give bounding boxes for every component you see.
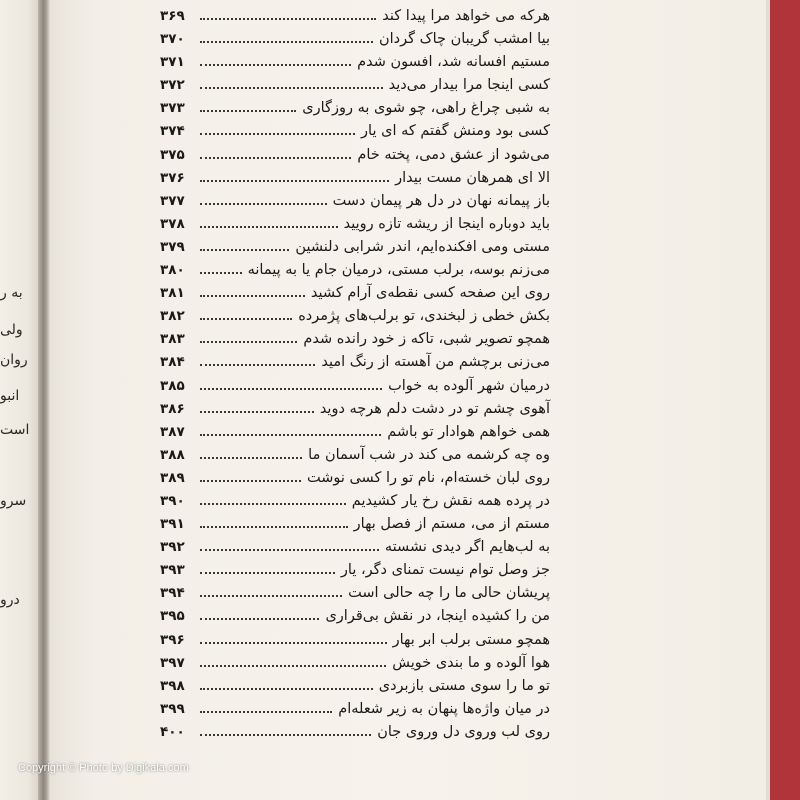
toc-entry-title: آهوی چشم تو در دشت دلم هرچه دوید — [319, 400, 550, 417]
toc-entry — [160, 608, 550, 631]
toc-entry — [160, 123, 550, 146]
toc-page-number: ۳۸۱ — [160, 285, 185, 302]
dot-leader — [200, 341, 297, 343]
toc-entry — [160, 701, 550, 724]
dot-leader — [200, 133, 355, 135]
toc-entry-title: تو ما را سوی مستی بازبردی — [378, 677, 550, 694]
dot-leader — [200, 41, 373, 43]
dot-leader — [200, 180, 389, 182]
toc-entry-title: درمیان شهر آلوده به خواب — [388, 377, 550, 394]
toc-entry — [160, 493, 550, 516]
toc-page-number: ۳۷۵ — [160, 146, 185, 163]
toc-page-number: ۳۸۹ — [160, 469, 185, 486]
dot-leader — [200, 711, 332, 713]
dot-leader — [200, 110, 296, 112]
dot-leader — [200, 157, 351, 159]
book-gutter — [38, 0, 50, 800]
toc-entry-title: مستم از می، مستم از فصل بهار — [353, 516, 550, 533]
toc-entry — [160, 724, 550, 747]
toc-page-number: ۳۸۸ — [160, 446, 185, 463]
toc-entry-title: همچو تصویر شبی، تاکه ز خود رانده شدم — [303, 331, 550, 348]
dot-leader — [200, 364, 315, 366]
toc-entry-title: می‌شود از عشق دمی، پخته خام — [357, 146, 550, 163]
toc-entry — [160, 516, 550, 539]
toc-entry-title: می‌زنی برچشم من آهسته از رنگ امید — [321, 354, 550, 371]
dot-leader — [200, 203, 327, 205]
toc-entry-title: بکش خطی ز لبخندی، تو برلب‌های پژمرده — [298, 308, 550, 325]
toc-page-number: ۳۹۷ — [160, 654, 185, 671]
dot-leader — [200, 503, 346, 505]
toc-entry — [160, 378, 550, 401]
toc-entry-title: در میان واژه‌ها پنهان به زیر شعله‌ام — [338, 700, 550, 717]
toc-page-number: ۳۸۳ — [160, 331, 185, 348]
toc-entry — [160, 470, 550, 493]
toc-page-number: ۳۸۴ — [160, 354, 185, 371]
toc-page-number: ۴۰۰ — [160, 723, 185, 740]
toc-entry — [160, 678, 550, 701]
toc-entry — [160, 100, 550, 123]
dot-leader — [200, 618, 319, 620]
toc-entry-title: مستی ومی افکنده‌ایم، اندر شرابی دلنشین — [295, 238, 550, 255]
toc-entry — [160, 331, 550, 354]
toc-entry-title: بیا امشب گریبان چاک گردان — [378, 31, 550, 48]
toc-entry — [160, 354, 550, 377]
toc-page-number: ۳۷۰ — [160, 31, 185, 48]
toc-page-number: ۳۸۵ — [160, 377, 185, 394]
toc-entry — [160, 308, 550, 331]
toc-entry-title: همچو مستی برلب ابر بهار — [392, 631, 550, 648]
toc-page-number: ۳۹۳ — [160, 562, 185, 579]
toc-entry-title: مستیم افسانه شد، افسون شدم — [357, 54, 550, 71]
dot-leader — [200, 18, 376, 20]
dot-leader — [200, 665, 386, 667]
toc-entry-title: در پرده همه نقش رخ یار کشیدیم — [351, 492, 550, 509]
toc-entry-title: من را کشیده اینجا، در نقش بی‌قراری — [325, 608, 550, 625]
toc-page-number: ۳۷۹ — [160, 238, 185, 255]
red-cover-edge — [766, 0, 800, 800]
toc-entry — [160, 147, 550, 170]
dot-leader — [200, 526, 348, 528]
toc-page-number: ۳۹۶ — [160, 631, 185, 648]
toc-entry — [160, 585, 550, 608]
dot-leader — [200, 318, 292, 320]
toc-entry — [160, 285, 550, 308]
toc-entry-title: به شبی چراغ راهی، چو شوی به روزگاری — [302, 100, 550, 117]
toc-entry — [160, 539, 550, 562]
toc-page-number: ۳۹۲ — [160, 539, 185, 556]
dot-leader — [200, 295, 305, 297]
toc-entry — [160, 8, 550, 31]
left-page-text-fragment: سرو — [0, 493, 27, 509]
toc-entry-title: روی لبان خسته‌ام، نام تو را کسی نوشت — [306, 469, 550, 486]
dot-leader — [200, 642, 387, 644]
table-of-contents — [160, 8, 550, 747]
toc-entry-title: می‌زنم بوسه، برلب مستی، درمیان جام یا به پیمانه — [247, 262, 550, 279]
toc-entry — [160, 424, 550, 447]
left-page — [0, 0, 40, 800]
toc-entry — [160, 54, 550, 77]
toc-entry — [160, 447, 550, 470]
toc-entry-title: وه چه کرشمه می کند در شب آسمان ما — [308, 446, 550, 463]
right-page — [50, 0, 766, 800]
toc-entry — [160, 193, 550, 216]
toc-entry — [160, 655, 550, 678]
left-page-text-fragment: درو — [0, 592, 20, 608]
toc-page-number: ۳۸۰ — [160, 262, 185, 279]
dot-leader — [200, 226, 338, 228]
toc-page-number: ۳۸۲ — [160, 308, 185, 325]
left-page-text-fragment: است — [0, 422, 30, 438]
toc-page-number: ۳۷۳ — [160, 100, 185, 117]
dot-leader — [200, 388, 382, 390]
toc-entry-title: همی خواهم هوادار تو باشم — [387, 423, 550, 440]
toc-entry — [160, 170, 550, 193]
toc-entry-title: روی این صفحه کسی نقطه‌ی آرام کشید — [310, 285, 550, 302]
toc-entry-title: کسی بود ومنش گفتم که ای یار — [361, 123, 550, 140]
toc-entry — [160, 239, 550, 262]
toc-page-number: ۳۶۹ — [160, 8, 185, 24]
toc-page-number: ۳۷۴ — [160, 123, 185, 140]
toc-page-number: ۳۷۱ — [160, 54, 185, 71]
toc-entry-title: به لب‌هایم اگر دیدی نشسته — [384, 539, 550, 556]
toc-entry-title: الا ای همرهان مست بیدار — [395, 169, 550, 186]
toc-entry-title: هوا آلوده و ما بندی خویش — [392, 654, 550, 671]
toc-entry-title: باید دوباره اینجا از ریشه تازه رویید — [343, 215, 550, 232]
toc-page-number: ۳۹۱ — [160, 516, 185, 533]
toc-entry-title: جز وصل توام نیست تمنای دگر، یار — [340, 562, 550, 579]
dot-leader — [200, 480, 301, 482]
left-page-text-fragment: روان — [0, 352, 28, 368]
dot-leader — [200, 411, 314, 413]
toc-page-number: ۳۸۶ — [160, 400, 185, 417]
dot-leader — [200, 734, 371, 736]
dot-leader — [200, 595, 342, 597]
dot-leader — [200, 549, 379, 551]
toc-page-number: ۳۹۴ — [160, 585, 185, 602]
toc-entry — [160, 562, 550, 585]
toc-page-number: ۳۹۹ — [160, 700, 185, 717]
dot-leader — [200, 87, 383, 89]
dot-leader — [200, 272, 242, 274]
left-page-text-fragment: انبو — [0, 388, 20, 404]
toc-page-number: ۳۷۲ — [160, 77, 185, 94]
toc-entry-title: باز پیمانه نهان در دل هر پیمان دست — [332, 192, 550, 209]
dot-leader — [200, 64, 351, 66]
left-page-text-fragment: به ر — [0, 285, 23, 301]
dot-leader — [200, 572, 335, 574]
toc-entry — [160, 262, 550, 285]
dot-leader — [200, 434, 381, 436]
dot-leader — [200, 249, 289, 251]
toc-page-number: ۳۷۶ — [160, 169, 185, 186]
toc-entry-title: کسی اینجا مرا بیدار می‌دید — [388, 77, 550, 94]
toc-entry-title: هرکه می خواهد مرا پیدا کند — [382, 8, 550, 24]
toc-page-number: ۳۷۸ — [160, 215, 185, 232]
dot-leader — [200, 457, 302, 459]
toc-page-number: ۳۹۵ — [160, 608, 185, 625]
toc-page-number: ۳۷۷ — [160, 192, 185, 209]
toc-entry-title: روی لب وروی دل وروی جان — [377, 723, 550, 740]
toc-entry — [160, 216, 550, 239]
toc-entry-title: پریشان حالی ما را چه حالی است — [348, 585, 550, 602]
left-page-text-fragment: ولی — [0, 322, 23, 338]
toc-entry — [160, 31, 550, 54]
toc-entry — [160, 632, 550, 655]
copyright-watermark: Copyright © Photo by Digikala.com — [18, 762, 189, 774]
toc-entry — [160, 401, 550, 424]
toc-page-number: ۳۸۷ — [160, 423, 185, 440]
toc-page-number: ۳۹۸ — [160, 677, 185, 694]
toc-entry — [160, 77, 550, 100]
dot-leader — [200, 688, 373, 690]
toc-page-number: ۳۹۰ — [160, 492, 185, 509]
